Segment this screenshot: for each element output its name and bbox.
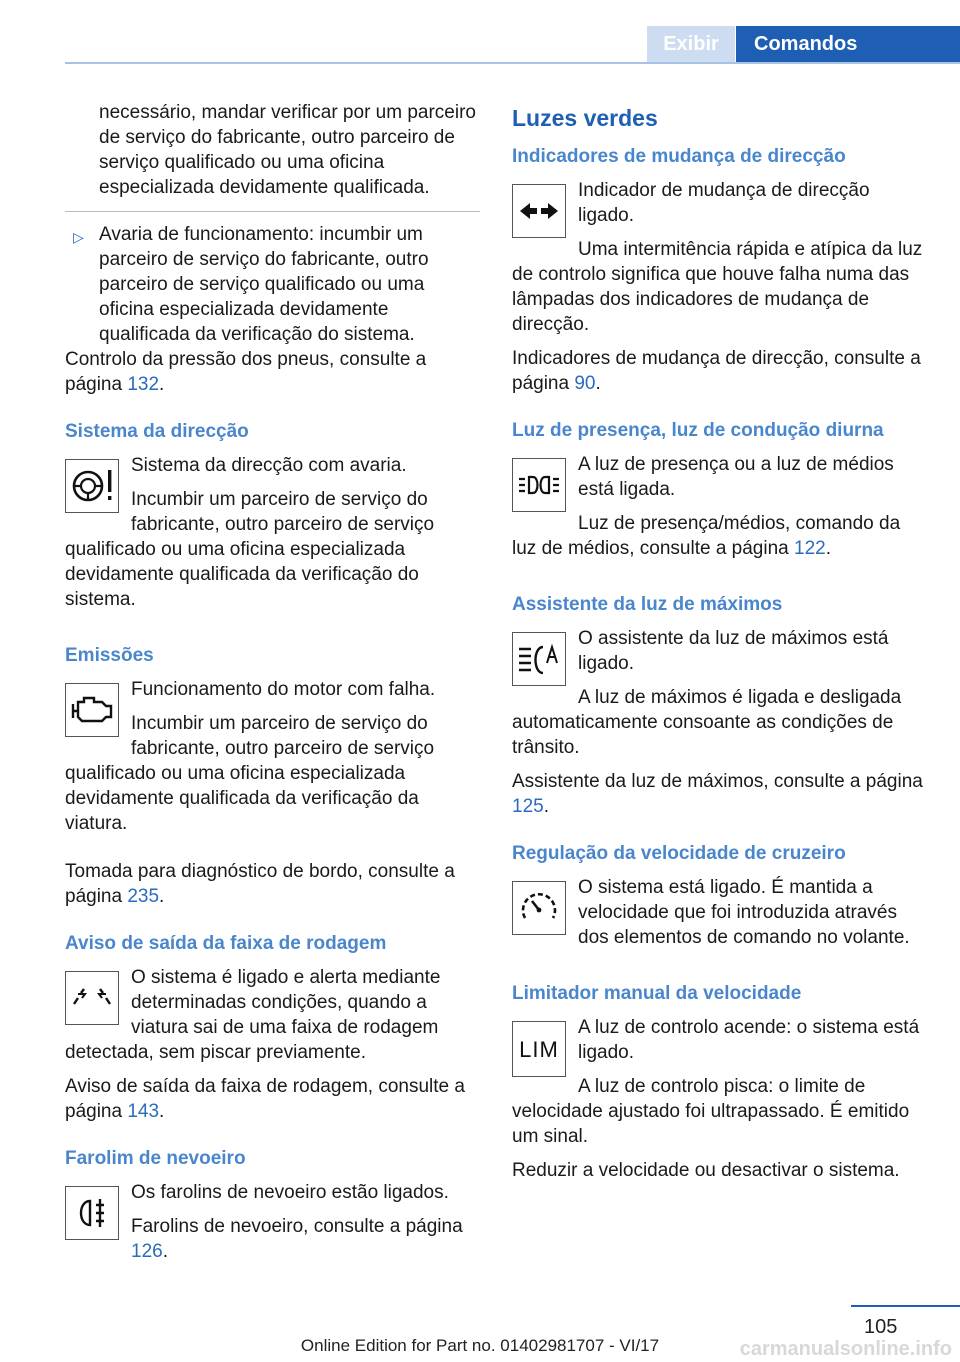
heading-turn-signals: Indicadores de mudança de direcção [512,146,846,167]
link-page[interactable]: 126 [131,1241,163,1262]
footer-edition: Online Edition for Part no. 01402981707 - VI/17 [300,1336,660,1355]
highbeam-line1: O assistente da luz de máximos está ligado. [578,628,889,674]
fog-line1: Os farolins de nevoeiro estão ligados. [131,1182,449,1203]
emissions-line2: Incumbir um parceiro de serviço do fabricante, outro parceiro de serviço qualificado ou uma oficina especializada devidamente qualificada da verificação da viatura. [65,713,435,834]
bullet-item [65,211,480,347]
bullet-text: Avaria de funcionamento: incumbir um parceiro de serviço do fabricante, outro parceiro de serviço qualificado ou uma oficina especializada devidamente qualificada da verificação do sistema. [99,224,429,345]
turn-line2: Uma intermitência rápida e atípica da luz de controlo significa que houve falha numa das lâmpadas dos indicadores de mudança de direcção. [512,239,923,335]
limiter-icon-text: LIM [519,1036,559,1062]
link-page[interactable]: 132 [127,374,160,395]
heading-green-lights: Luzes verdes [512,105,658,131]
triangle-bullet-icon: ▷ [73,229,84,245]
heading-lane: Aviso de saída da faixa de rodagem [65,933,387,954]
limiter-line1: A luz de controlo acende: o sistema está ligado. [578,1017,920,1063]
highbeam-line2: A luz de máximos é ligada e desligada automaticamente consoante as condições de trânsito. [512,687,902,758]
parking-light-icon [512,458,566,512]
cruise-control-icon [512,881,566,935]
heading-high-beam: Assistente da luz de máximos [512,594,783,615]
steering-line2: Incumbir um parceiro de serviço do fabricante, outro parceiro de serviço qualificado ou uma oficina especializada devidamente qualificada da verificação do sistema. [65,489,435,610]
limiter-line2: A luz de controlo pisca: o limite de velocidade ajustado foi ultrapassado. É emitido um sinal. [512,1076,910,1147]
highbeam-ref: Assistente da luz de máximos, consulte a página 125. [512,771,923,817]
tab-comandos[interactable]: Comandos [736,26,960,62]
lane-line1: O sistema é ligado e alerta mediante determinadas condições, quando a viatura sai de uma faixa de rodagem detectada, sem piscar previamente. [65,967,441,1063]
page-number: 105 [864,1316,898,1338]
tab-exibir[interactable]: Exibir [647,26,735,62]
turn-ref: Indicadores de mudança de direcção, consulte a página 90. [512,348,921,394]
link-page[interactable]: 122 [794,538,826,559]
lane-ref: Aviso de saída da faixa de rodagem, consulte a página 143. [65,1076,465,1122]
emissions-line1: Funcionamento do motor com falha. [131,679,436,700]
steering-line1: Sistema da direcção com avaria. [131,455,407,476]
right-column [512,100,927,1192]
page-number-rule [851,1305,960,1307]
heading-steering: Sistema da direcção [65,421,249,442]
turn-line1: Indicador de mudança de direcção ligado. [578,180,870,226]
left-column [65,100,480,1273]
limiter-line3: Reduzir a velocidade ou desactivar o sistema. [512,1160,900,1181]
fog-light-icon [65,1186,119,1240]
link-page[interactable]: 235 [127,886,160,907]
speed-limiter-icon [512,1021,566,1077]
engine-icon [65,683,119,737]
fog-ref: Farolins de nevoeiro, consulte a página 126. [131,1216,463,1262]
link-page[interactable]: 125 [512,796,544,817]
diag-ref: Tomada para diagnóstico de bordo, consulte a página 235. [65,861,455,907]
heading-emissions: Emissões [65,645,154,666]
link-page[interactable]: 90 [574,373,596,394]
heading-cruise: Regulação da velocidade de cruzeiro [512,843,846,864]
heading-fog: Farolim de nevoeiro [65,1148,246,1169]
heading-limiter: Limitador manual da velocidade [512,983,802,1004]
link-page[interactable]: 143 [127,1101,160,1122]
watermark: carmanualsonline.info [739,1338,952,1360]
heading-parking-light: Luz de presença, luz de condução diurna [512,420,884,441]
lane-departure-icon [65,971,119,1025]
cruise-line1: O sistema está ligado. É mantida a velocidade que foi introduzida através dos elementos de comando no volante. [578,877,910,948]
paragraph-continuation: necessário, mandar verificar por um parceiro de serviço do fabricante, outro parceiro de serviço qualificado ou uma oficina especializada devidamente qualificada. [99,102,476,198]
turn-signal-icon [512,184,566,238]
high-beam-assist-icon [512,632,566,686]
parking-line1: A luz de presença ou a luz de médios está ligada. [578,454,894,500]
parking-ref: Luz de presença/médios, comando da luz de médios, consulte a página 122. [512,513,901,559]
pressure-ref: Controlo da pressão dos pneus, consulte a página 132. [65,349,427,395]
steering-warning-icon [65,459,119,513]
